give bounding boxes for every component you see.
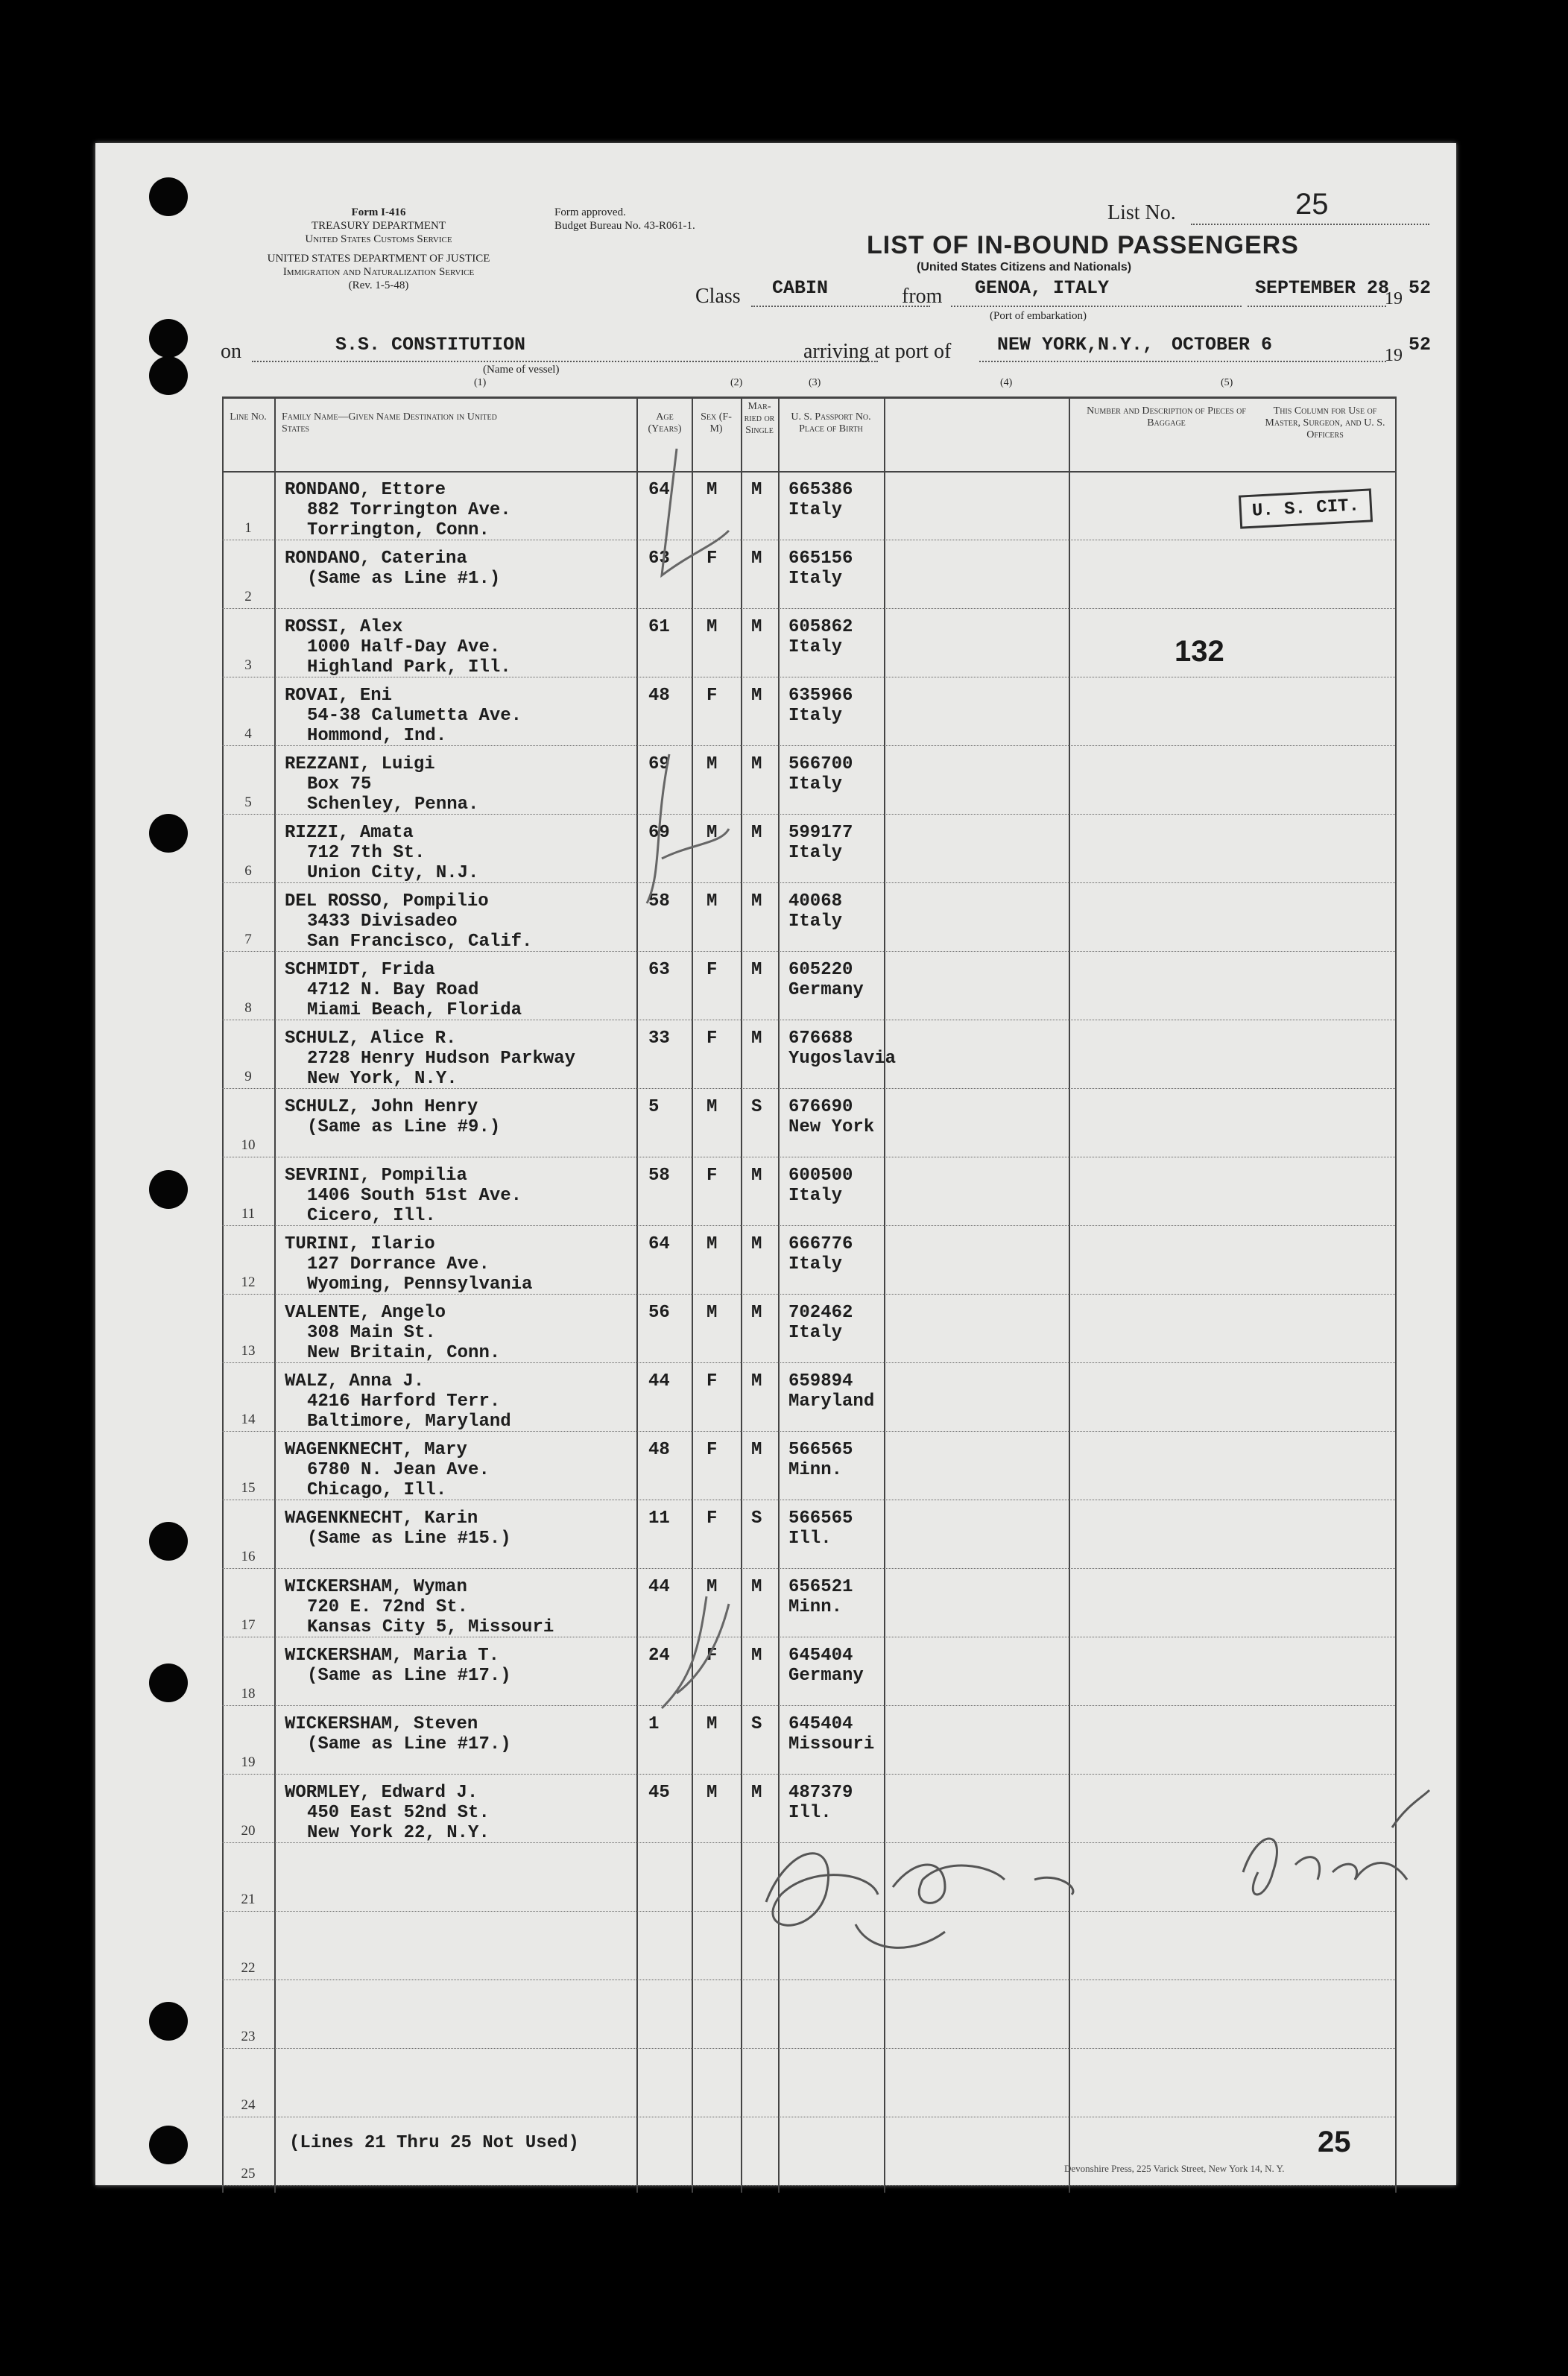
passenger-age: 24 <box>648 1646 670 1666</box>
check-marks <box>617 441 766 1857</box>
line-number: 24 <box>241 2097 256 2113</box>
passport-number: 40068 <box>788 891 843 911</box>
marital-status: M <box>751 1303 762 1323</box>
passenger-name: WALZ, Anna J. <box>285 1371 425 1391</box>
column-number-1: (1) <box>474 377 487 388</box>
treasury-department: TREASURY DEPARTMENT <box>311 220 446 232</box>
passenger-count-mark: 132 <box>1175 635 1224 668</box>
line-number: 9 <box>244 1069 252 1084</box>
place-of-birth: Ill. <box>788 1803 832 1823</box>
destination-address: (Same as Line #15.) <box>307 1529 511 1549</box>
place-of-birth: Missouri <box>788 1734 875 1754</box>
list-no-label: List No. <box>1107 201 1176 224</box>
arrival-date: OCTOBER 6 <box>1172 334 1273 356</box>
line-number: 17 <box>241 1617 256 1633</box>
marital-status: S <box>751 1714 762 1734</box>
passenger-sex: M <box>706 823 718 843</box>
destination-address: 308 Main St. <box>307 1323 436 1343</box>
list-no-line <box>1191 224 1429 225</box>
destination-address: 1406 South 51st Ave. <box>307 1186 522 1206</box>
marital-status: M <box>751 1577 762 1597</box>
marital-status: M <box>751 549 762 569</box>
column-number-4: (4) <box>1000 377 1013 388</box>
destination-address: 2728 Henry Hudson Parkway <box>307 1049 576 1069</box>
passenger-age: 48 <box>648 686 670 706</box>
column-number-2: (2) <box>730 377 743 388</box>
marital-status: M <box>751 1371 762 1391</box>
passenger-name: WICKERSHAM, Steven <box>285 1714 478 1734</box>
destination-address: (Same as Line #9.) <box>307 1117 501 1137</box>
destination-city: Hommond, Ind. <box>307 726 447 746</box>
vessel-name: S.S. CONSTITUTION <box>335 334 526 356</box>
passenger-name: WICKERSHAM, Maria T. <box>285 1646 500 1666</box>
from-line <box>951 306 1242 307</box>
line-number: 4 <box>244 726 252 742</box>
passenger-name: SEVRINI, Pompilia <box>285 1166 467 1186</box>
departure-date: SEPTEMBER 28 <box>1255 277 1390 299</box>
vessel-line <box>252 361 878 362</box>
header-sex: Sex (F-M) <box>701 411 732 435</box>
line-number: 21 <box>241 1892 256 1907</box>
destination-address: 4712 N. Bay Road <box>307 980 479 1000</box>
destination-address: 4216 Harford Terr. <box>307 1391 501 1412</box>
passport-number: 600500 <box>788 1166 853 1186</box>
port-caption: (Port of embarkation) <box>990 310 1087 322</box>
passenger-sex: F <box>706 1440 718 1460</box>
passenger-sex: M <box>706 891 718 911</box>
marital-status: M <box>751 823 762 843</box>
justice-block <box>207 252 550 292</box>
passport-number: 665386 <box>788 480 853 500</box>
passenger-sex: M <box>706 617 718 637</box>
header-passport-birth: U. S. Passport No. Place of Birth <box>791 411 871 435</box>
passenger-age: 48 <box>648 1440 670 1460</box>
line-number: 23 <box>241 2029 256 2044</box>
passenger-age: 58 <box>648 1166 670 1186</box>
marital-status: M <box>751 1029 762 1049</box>
passenger-age: 56 <box>648 1303 670 1323</box>
place-of-birth: Minn. <box>788 1460 843 1480</box>
passenger-age: 61 <box>648 617 670 637</box>
passport-number: 645404 <box>788 1714 853 1734</box>
marital-status: M <box>751 1646 762 1666</box>
passenger-age: 63 <box>648 549 670 569</box>
passenger-name: TURINI, Ilario <box>285 1234 435 1254</box>
header-age: Age (Years) <box>648 411 682 435</box>
page-number-mark: 25 <box>1318 2126 1351 2158</box>
approval-block <box>554 206 695 233</box>
passport-number: 666776 <box>788 1234 853 1254</box>
row-divider <box>222 2185 1395 2186</box>
passenger-sex: M <box>706 480 718 500</box>
marital-status: M <box>751 1234 762 1254</box>
passenger-age: 33 <box>648 1029 670 1049</box>
passenger-sex: F <box>706 1508 718 1529</box>
place-of-birth: Italy <box>788 843 843 863</box>
passenger-name: RONDANO, Ettore <box>285 480 446 500</box>
binder-hole <box>149 814 188 853</box>
header-line-no: Line No. <box>230 411 267 423</box>
passenger-sex: M <box>706 1097 718 1117</box>
place-of-birth: New York <box>788 1117 875 1137</box>
row-divider <box>222 1774 1395 1775</box>
passenger-sex: F <box>706 1029 718 1049</box>
marital-status: M <box>751 1440 762 1460</box>
line-number: 2 <box>244 589 252 604</box>
class-label: Class <box>695 285 741 308</box>
ins-service: Immigration and Naturalization Service <box>282 266 475 278</box>
year-prefix-1: 19 <box>1385 289 1403 309</box>
passenger-name: RIZZI, Amata <box>285 823 414 843</box>
arrival-line <box>979 361 1386 362</box>
line-number: 3 <box>244 657 252 673</box>
destination-city: Baltimore, Maryland <box>307 1412 511 1432</box>
handwritten-signature <box>721 1783 1467 1977</box>
departure-year: 52 <box>1409 277 1432 299</box>
header-officers-column: This Column for Use of Master, Surgeon, and U. S. Officers <box>1265 405 1385 440</box>
row-divider <box>222 608 1395 609</box>
place-of-birth: Italy <box>788 911 843 932</box>
line-number: 18 <box>241 1686 256 1702</box>
passenger-name: REZZANI, Luigi <box>285 754 435 774</box>
marital-status: S <box>751 1508 762 1529</box>
us-citizen-stamp: U. S. CIT. <box>1239 488 1373 528</box>
binder-hole <box>149 2126 188 2164</box>
destination-city: Miami Beach, Florida <box>307 1000 522 1020</box>
destination-address: 54-38 Calumetta Ave. <box>307 706 522 726</box>
place-of-birth: Italy <box>788 706 843 726</box>
row-divider <box>222 1568 1395 1569</box>
binder-hole <box>149 1522 188 1561</box>
passenger-sex: F <box>706 960 718 980</box>
passport-number: 656521 <box>788 1577 853 1597</box>
passenger-age: 69 <box>648 754 670 774</box>
passenger-age: 44 <box>648 1577 670 1597</box>
place-of-birth: Italy <box>788 1186 843 1206</box>
form-revision: (Rev. 1-5-48) <box>348 279 409 291</box>
form-agency-block <box>215 206 543 246</box>
passport-number: 635966 <box>788 686 853 706</box>
marital-status: M <box>751 960 762 980</box>
line-number: 1 <box>244 520 252 536</box>
passport-number: 566565 <box>788 1440 853 1460</box>
table-top-border <box>222 396 1395 399</box>
destination-address: 720 E. 72nd St. <box>307 1597 469 1617</box>
passport-number: 566700 <box>788 754 853 774</box>
arrival-year: 52 <box>1409 334 1432 356</box>
destination-city: San Francisco, Calif. <box>307 932 533 952</box>
place-of-birth: Germany <box>788 980 864 1000</box>
row-divider <box>222 2048 1395 2049</box>
binder-hole <box>149 177 188 216</box>
destination-city: Torrington, Conn. <box>307 520 490 540</box>
passenger-manifest-sheet <box>95 143 1456 2185</box>
row-divider <box>222 1705 1395 1706</box>
passenger-age: 11 <box>648 1508 670 1529</box>
line-number: 14 <box>241 1412 256 1427</box>
destination-city: Highland Park, Ill. <box>307 657 511 677</box>
class-value: CABIN <box>772 277 829 299</box>
passenger-sex: M <box>706 1303 718 1323</box>
list-no-value: 25 <box>1295 188 1329 221</box>
destination-address: 712 7th St. <box>307 843 426 863</box>
passenger-name: SCHMIDT, Frida <box>285 960 435 980</box>
line-number: 11 <box>241 1206 256 1222</box>
place-of-birth: Italy <box>788 774 843 794</box>
from-label: from <box>902 285 943 308</box>
place-of-birth: Italy <box>788 569 843 589</box>
form-approved: Form approved. <box>554 206 626 218</box>
passenger-name: WORMLEY, Edward J. <box>285 1783 478 1803</box>
destination-city: Schenley, Penna. <box>307 794 479 815</box>
passport-number: 599177 <box>788 823 853 843</box>
passport-number: 645404 <box>788 1646 853 1666</box>
arrival-port: NEW YORK,N.Y., <box>997 334 1154 356</box>
passenger-age: 63 <box>648 960 670 980</box>
passenger-age: 44 <box>648 1371 670 1391</box>
destination-address: 882 Torrington Ave. <box>307 500 511 520</box>
place-of-birth: Yugoslavia <box>788 1049 897 1069</box>
header-married-single: Married or Single <box>744 401 775 436</box>
destination-address: (Same as Line #1.) <box>307 569 501 589</box>
line-number: 19 <box>241 1754 256 1770</box>
destination-address: Box 75 <box>307 774 372 794</box>
passenger-name: SCHULZ, John Henry <box>285 1097 478 1117</box>
passenger-sex: F <box>706 1371 718 1391</box>
destination-address: 450 East 52nd St. <box>307 1803 490 1823</box>
line-number: 6 <box>244 863 252 879</box>
passenger-age: 1 <box>648 1714 660 1734</box>
destination-address: 3433 Divisadeo <box>307 911 458 932</box>
passenger-sex: M <box>706 1234 718 1254</box>
col-divider <box>274 396 276 2193</box>
destination-city: Wyoming, Pennsylvania <box>307 1274 533 1295</box>
destination-city: Kansas City 5, Missouri <box>307 1617 554 1637</box>
vessel-caption: (Name of vessel) <box>483 364 560 376</box>
place-of-birth: Maryland <box>788 1391 875 1412</box>
passenger-name: ROSSI, Alex <box>285 617 403 637</box>
column-number-3: (3) <box>809 377 821 388</box>
passenger-name: SCHULZ, Alice R. <box>285 1029 457 1049</box>
destination-address: (Same as Line #17.) <box>307 1666 511 1686</box>
destination-city: New York, N.Y. <box>307 1069 458 1089</box>
marital-status: M <box>751 686 762 706</box>
line-number: 16 <box>241 1549 256 1564</box>
passport-number: 605862 <box>788 617 853 637</box>
marital-status: S <box>751 1097 762 1117</box>
passenger-name: WICKERSHAM, Wyman <box>285 1577 467 1597</box>
passenger-sex: F <box>706 686 718 706</box>
binder-hole <box>149 319 188 358</box>
destination-city: Cicero, Ill. <box>307 1206 436 1226</box>
passport-number: 665156 <box>788 549 853 569</box>
passenger-age: 64 <box>648 1234 670 1254</box>
line-number: 10 <box>241 1137 256 1153</box>
line-number: 12 <box>241 1274 256 1290</box>
passenger-name: DEL ROSSO, Pompilio <box>285 891 489 911</box>
on-label: on <box>221 340 241 363</box>
passenger-age: 69 <box>648 823 670 843</box>
place-of-birth: Italy <box>788 500 843 520</box>
column-number-5: (5) <box>1221 377 1233 388</box>
place-of-birth: Minn. <box>788 1597 843 1617</box>
passport-number: 702462 <box>788 1303 853 1323</box>
justice-department: UNITED STATES DEPARTMENT OF JUSTICE <box>267 253 490 265</box>
line-number: 15 <box>241 1480 256 1496</box>
marital-status: M <box>751 617 762 637</box>
marital-status: M <box>751 754 762 774</box>
place-of-birth: Italy <box>788 1254 843 1274</box>
passport-number: 566565 <box>788 1508 853 1529</box>
line-number: 5 <box>244 794 252 810</box>
passport-number: 659894 <box>788 1371 853 1391</box>
destination-address: 127 Dorrance Ave. <box>307 1254 490 1274</box>
form-number: Form I-416 <box>351 206 406 218</box>
passenger-age: 45 <box>648 1783 670 1803</box>
line-number: 13 <box>241 1343 256 1359</box>
passenger-sex: M <box>706 1714 718 1734</box>
place-of-birth: Germany <box>788 1666 864 1686</box>
passenger-name: WAGENKNECHT, Karin <box>285 1508 478 1529</box>
header-divider <box>222 471 1395 473</box>
binder-hole <box>149 1663 188 1702</box>
passenger-sex: F <box>706 549 718 569</box>
manifest-title: LIST OF IN-BOUND PASSENGERS <box>867 231 1299 259</box>
passenger-age: 5 <box>648 1097 660 1117</box>
place-of-birth: Italy <box>788 1323 843 1343</box>
passport-number: 676690 <box>788 1097 853 1117</box>
destination-city: New York 22, N.Y. <box>307 1823 490 1843</box>
destination-address: 1000 Half-Day Ave. <box>307 637 501 657</box>
passenger-sex: M <box>706 754 718 774</box>
header-baggage: Number and Description of Pieces of Baggage <box>1087 405 1246 429</box>
marital-status: M <box>751 891 762 911</box>
line-number: 8 <box>244 1000 252 1016</box>
date-line <box>1248 306 1386 307</box>
place-of-birth: Italy <box>788 637 843 657</box>
passport-number: 487379 <box>788 1783 853 1803</box>
line-number: 22 <box>241 1960 256 1976</box>
destination-city: New Britain, Conn. <box>307 1343 501 1363</box>
destination-address: 6780 N. Jean Ave. <box>307 1460 490 1480</box>
binder-hole <box>149 1170 188 1209</box>
binder-hole <box>149 356 188 395</box>
passenger-age: 64 <box>648 480 670 500</box>
customs-service: United States Customs Service <box>305 233 452 245</box>
header-name-destination: Family Name—Given Name Destination in United States <box>282 411 497 435</box>
destination-city: Union City, N.J. <box>307 863 479 883</box>
passenger-sex: M <box>706 1783 718 1803</box>
destination-address: (Same as Line #17.) <box>307 1734 511 1754</box>
destination-city: Chicago, Ill. <box>307 1480 447 1500</box>
passport-number: 676688 <box>788 1029 853 1049</box>
printer-credit: Devonshire Press, 225 Varick Street, New York 14, N. Y. <box>1064 2163 1285 2174</box>
passenger-name: VALENTE, Angelo <box>285 1303 446 1323</box>
marital-status: M <box>751 480 762 500</box>
not-used-note: (Lines 21 Thru 25 Not Used) <box>289 2133 579 2153</box>
binder-hole <box>149 2002 188 2041</box>
passenger-age: 58 <box>648 891 670 911</box>
passenger-sex: F <box>706 1166 718 1186</box>
year-prefix-2: 19 <box>1385 346 1403 365</box>
passenger-sex: M <box>706 1577 718 1597</box>
passenger-sex: F <box>706 1646 718 1666</box>
marital-status: M <box>751 1166 762 1186</box>
budget-bureau: Budget Bureau No. 43-R061-1. <box>554 220 695 232</box>
line-number: 20 <box>241 1823 256 1839</box>
passport-number: 605220 <box>788 960 853 980</box>
marital-status: M <box>751 1783 762 1803</box>
place-of-birth: Ill. <box>788 1529 832 1549</box>
manifest-subtitle: (United States Citizens and Nationals) <box>917 261 1132 274</box>
passenger-name: RONDANO, Caterina <box>285 549 467 569</box>
passenger-name: WAGENKNECHT, Mary <box>285 1440 467 1460</box>
port-of-embarkation: GENOA, ITALY <box>975 277 1110 299</box>
line-number: 25 <box>241 2166 256 2181</box>
arriving-label: arriving at port of <box>803 340 952 363</box>
line-number: 7 <box>244 932 252 947</box>
passenger-name: ROVAI, Eni <box>285 686 393 706</box>
